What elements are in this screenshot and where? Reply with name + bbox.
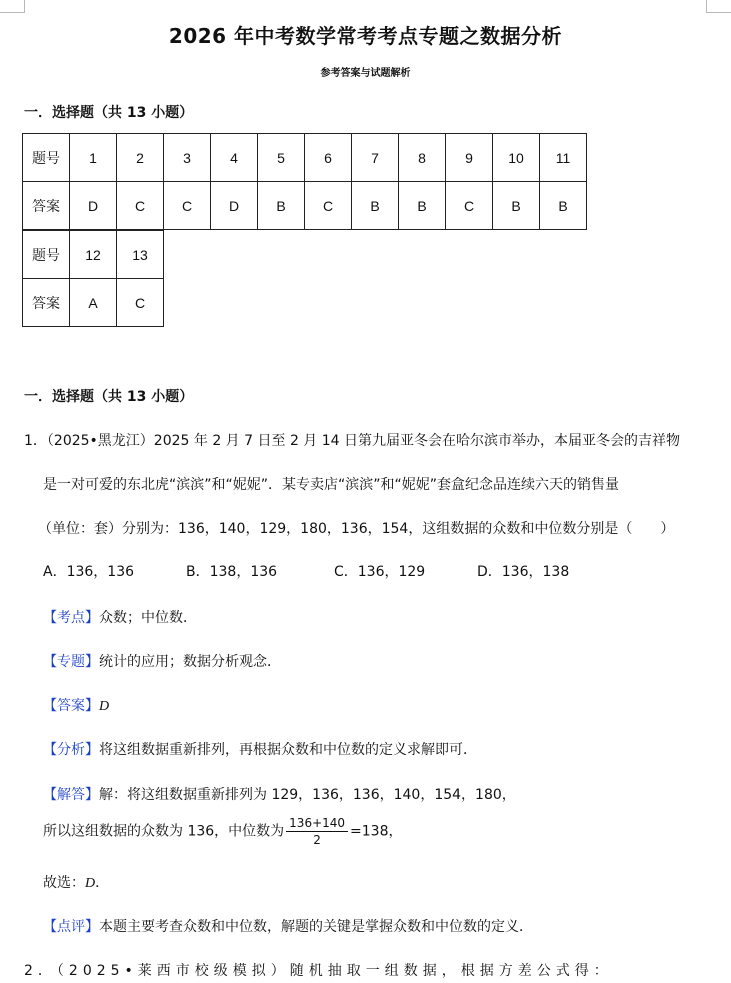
answer-table-group2 (22, 230, 164, 327)
row-label-number: 题号 (23, 231, 70, 279)
guxuan-answer: D (85, 876, 96, 891)
dianping-tag: 【点评】 (43, 919, 99, 935)
question-number: 7 (352, 134, 399, 182)
zhuanti-text: 统计的应用；数据分析观念． (99, 654, 281, 670)
document-title: 2026 年中考数学常考考点专题之数据分析 (168, 24, 563, 48)
option-c: C．136，129 (334, 564, 426, 580)
question-number: 4 (211, 134, 258, 182)
fraction-numerator: 136+140 (286, 816, 348, 832)
question2-stem-line1: 2．（2025•莱西市校级模拟）随机抽取一组数据，根据方差公式得： (24, 963, 613, 979)
zhuanti-tag: 【专题】 (43, 654, 99, 670)
question-number: 3 (164, 134, 211, 182)
fenxi-tag: 【分析】 (43, 742, 99, 758)
question1-stem-line3: （单位：套）分别为：136，140，129，180，136，154，这组数据的众数和中位数分别是（ ） (38, 521, 675, 537)
question1-stem-line2: 是一对可爱的东北虎“滨滨”和“妮妮”．某专卖店“滨滨”和“妮妮”套盒纪念品连续六天的销售量 (43, 477, 620, 493)
jieda-line (43, 784, 516, 804)
question1-stem-line1: 1．（2025•黑龙江）2025 年 2 月 7 日至 2 月 14 日第九届亚冬会在哈尔滨市举办，本届亚冬会的吉祥物 (24, 433, 681, 449)
document-subtitle: 参考答案与试题解析 (320, 68, 411, 79)
answer-cell: C (305, 182, 352, 230)
question-number: 13 (117, 231, 164, 279)
section-heading-choice: 一．选择题（共 13 小题） (24, 105, 194, 121)
section-heading-choice-solutions: 一．选择题（共 13 小题） (24, 389, 194, 405)
row-label-number: 题号 (23, 134, 70, 182)
answer-table-number-row (23, 231, 164, 279)
answer-cell: D (70, 182, 117, 230)
question-number: 1 (70, 134, 117, 182)
kaodian-line (43, 607, 197, 627)
daan-line (43, 695, 109, 715)
option-a: A．136，136 (43, 564, 135, 580)
answer-cell: B (493, 182, 540, 230)
fenxi-text: 将这组数据重新排列，再根据众数和中位数的定义求解即可． (99, 742, 477, 758)
page-corner-mark-right (706, 0, 731, 13)
daan-text: D (99, 699, 110, 714)
daan-tag: 【答案】 (43, 698, 99, 714)
answer-cell: A (70, 279, 117, 327)
kaodian-text: 众数；中位数． (99, 610, 197, 626)
answer-table-answer-row (23, 279, 164, 327)
answer-cell: C (164, 182, 211, 230)
guxuan-suffix: ． (95, 875, 110, 891)
answer-cell: C (117, 279, 164, 327)
answer-cell: B (352, 182, 399, 230)
fenxi-line (43, 739, 477, 759)
answer-table-group1 (22, 133, 587, 230)
jieda-calculation-line (43, 816, 403, 847)
answer-cell: C (117, 182, 164, 230)
question-number: 10 (493, 134, 540, 182)
answer-cell: B (258, 182, 305, 230)
question-number: 2 (117, 134, 164, 182)
median-fraction (286, 816, 348, 847)
jieda-line2-suffix: =138， (350, 823, 403, 840)
dianping-text: 本题主要考查众数和中位数，解题的关键是掌握众数和中位数的定义． (99, 919, 533, 935)
question-number: 8 (399, 134, 446, 182)
answer-cell: D (211, 182, 258, 230)
jieda-text: 解：将这组数据重新排列为 129，136，136，140，154，180， (99, 787, 516, 803)
option-d: D．136，138 (477, 564, 570, 580)
guxuan-prefix: 故选： (43, 875, 85, 891)
jieda-tag: 【解答】 (43, 787, 99, 803)
page-corner-mark-left (0, 0, 25, 13)
question-number: 9 (446, 134, 493, 182)
question-number: 6 (305, 134, 352, 182)
option-b: B．138，136 (186, 564, 278, 580)
kaodian-tag: 【考点】 (43, 610, 99, 626)
answer-table-number-row (23, 134, 587, 182)
question-number: 12 (70, 231, 117, 279)
fraction-denominator: 2 (313, 833, 321, 847)
dianping-line (43, 916, 533, 936)
row-label-answer: 答案 (23, 279, 70, 327)
question-number: 11 (540, 134, 587, 182)
guxuan-line (43, 872, 109, 892)
answer-cell: B (399, 182, 446, 230)
row-label-answer: 答案 (23, 182, 70, 230)
jieda-line2-prefix: 所以这组数据的众数为 136，中位数为 (43, 823, 285, 840)
answer-table-answer-row (23, 182, 587, 230)
question-number: 5 (258, 134, 305, 182)
zhuanti-line (43, 651, 281, 671)
answer-cell: C (446, 182, 493, 230)
answer-cell: B (540, 182, 587, 230)
